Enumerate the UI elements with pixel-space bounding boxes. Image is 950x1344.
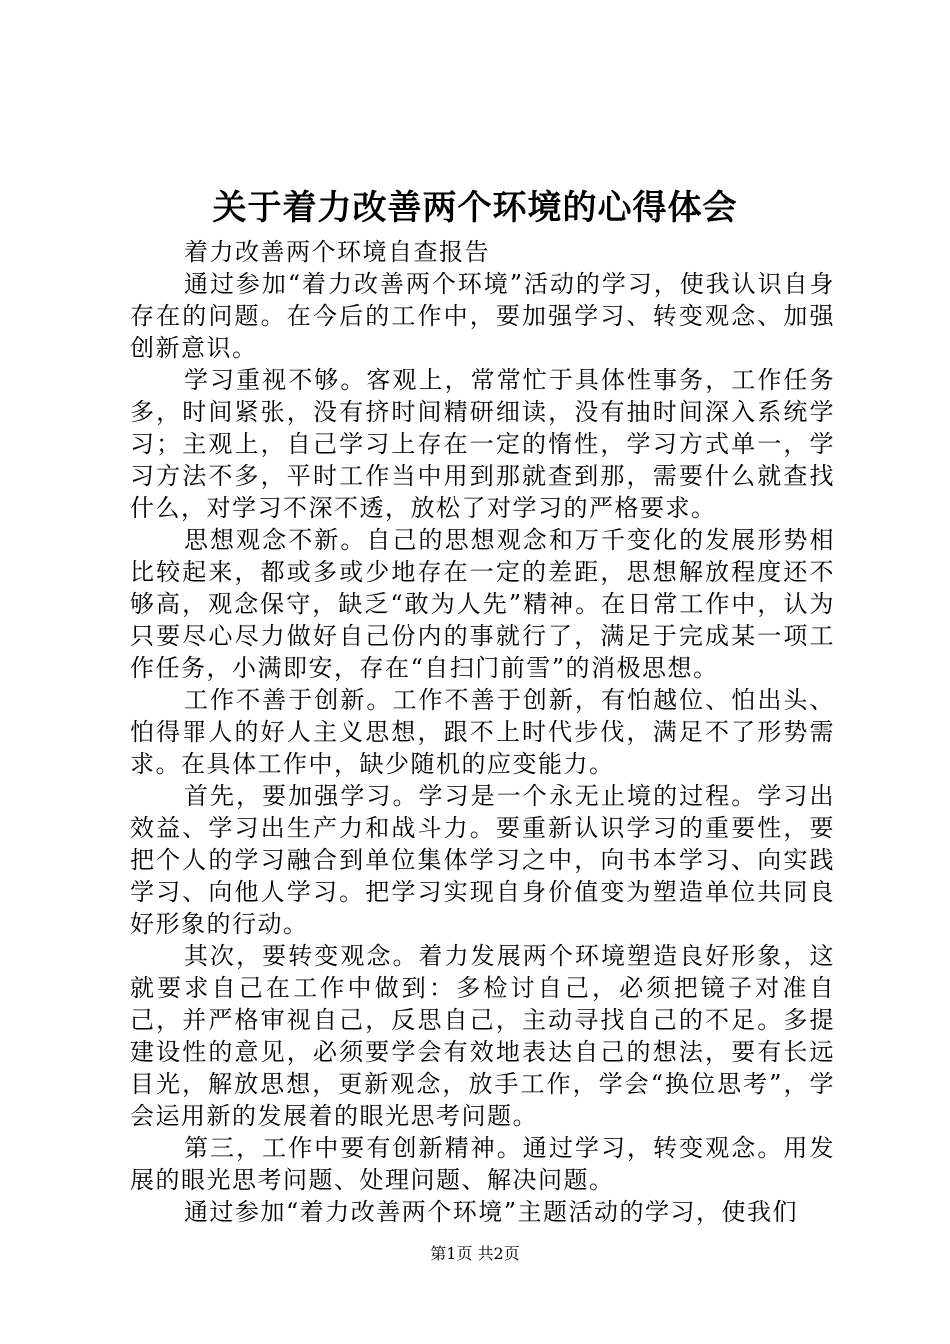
paragraph: 通过参加“着力改善两个环境”活动的学习，使我认识自身存在的问题。在今后的工作中，要加强学习、转变观念、加强创新意识。 xyxy=(130,270,835,362)
paragraph: 首先，要加强学习。学习是一个永无止境的过程。学习出效益、学习出生产力和战斗力。要重新认识学习的重要性，要把个人的学习融合到单位集体学习之中，向书本学习、向实践学习、向他人学习。把学习实现自身价值变为塑造单位共同良好形象的行动。 xyxy=(130,782,835,938)
paragraph: 工作不善于创新。工作不善于创新，有怕越位、怕出头、怕得罪人的好人主义思想，跟不上时代步伐，满足不了形势需求。在具体工作中，缺少随机的应变能力。 xyxy=(130,686,835,778)
paragraph: 学习重视不够。客观上，常常忙于具体性事务，工作任务多，时间紧张，没有挤时间精研细读，没有抽时间深入系统学习；主观上，自己学习上存在一定的惰性，学习方式单一，学习方法不多，平时工作当中用到那就查到那，需要什么就查找什么，对学习不深不透，放松了对学习的严格要求。 xyxy=(130,366,835,522)
page-footer: 第1页 共2页 xyxy=(430,1244,520,1263)
document-body xyxy=(130,236,835,1228)
paragraph: 思想观念不新。自己的思想观念和万千变化的发展形势相比较起来，都或多或少地存在一定的差距，思想解放程度还不够高，观念保守，缺乏“敢为人先”精神。在日常工作中，认为只要尽心尽力做好自己份内的事就行了，满足于完成某一项工作任务，小满即安，存在“自扫门前雪”的消极思想。 xyxy=(130,526,835,682)
paragraph: 第三，工作中要有创新精神。通过学习，转变观念。用发展的眼光思考问题、处理问题、解决问题。 xyxy=(130,1134,835,1194)
document-title: 关于着力改善两个环境的心得体会 xyxy=(212,188,738,228)
paragraph: 着力改善两个环境自查报告 xyxy=(184,238,490,266)
paragraph: 其次，要转变观念。着力发展两个环境塑造良好形象，这就要求自己在工作中做到：多检讨自己，必须把镜子对准自己，并严格审视自己，反思自己，主动寻找自己的不足。多提建设性的意见，必须要学会有效地表达自己的想法，要有长远目光，解放思想，更新观念，放手工作，学会“换位思考”，学会运用新的发展着的眼光思考问题。 xyxy=(130,942,835,1130)
paragraph: 通过参加“着力改善两个环境”主题活动的学习，使我们 xyxy=(184,1198,799,1226)
